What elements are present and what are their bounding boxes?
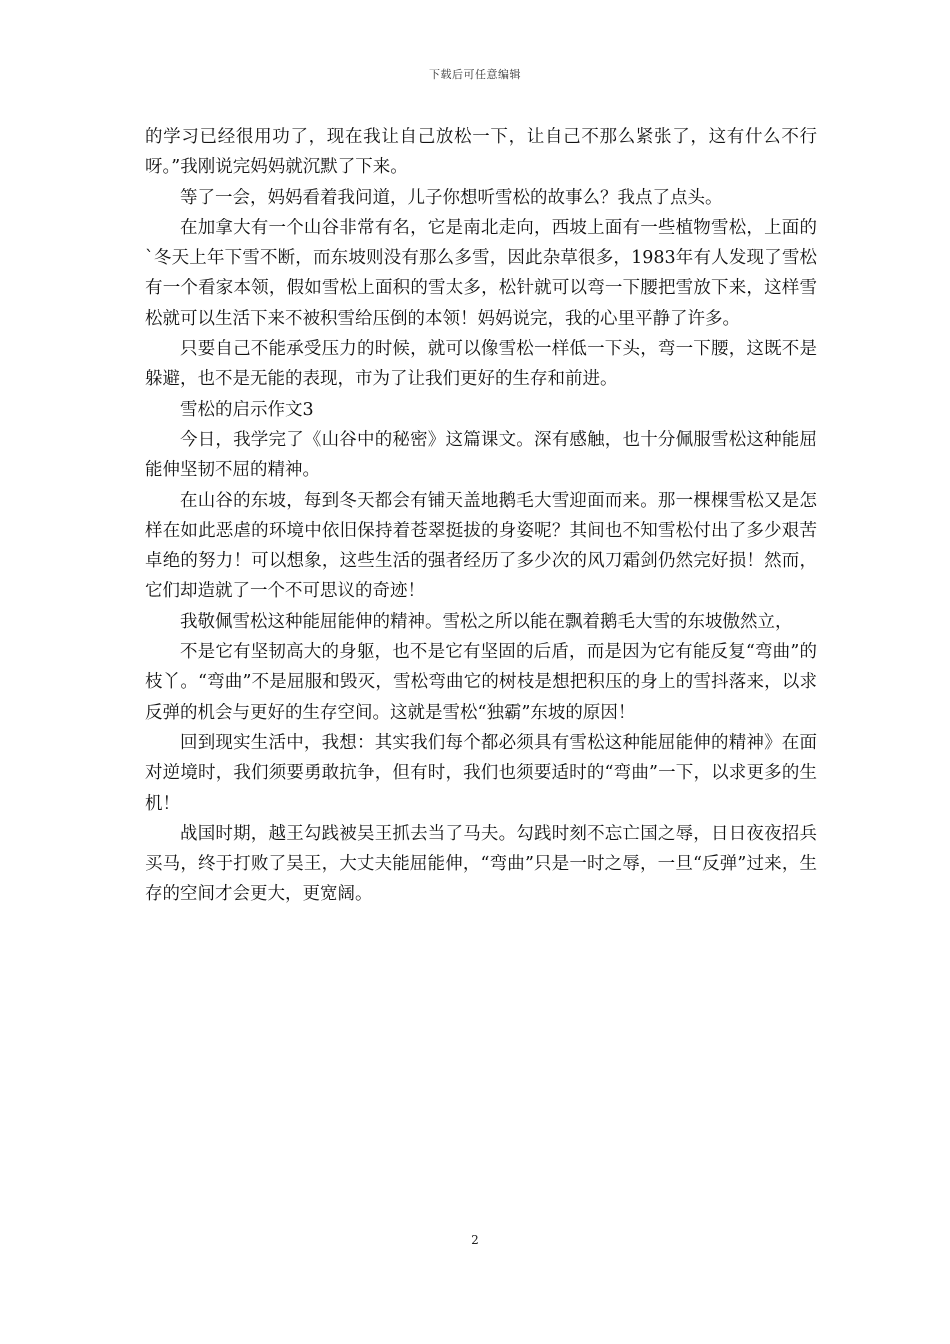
page-number: 2 xyxy=(471,1233,479,1247)
document-body xyxy=(145,122,817,910)
paragraph: 战国时期，越王勾践被吴王抓去当了马夫。勾践时刻不忘亡国之辱，日日夜夜招兵买马，终于打败了吴王，大丈夫能屈能伸，“弯曲”只是一时之辱，一旦“反弹”过来，生存的空间才会更大，更宽阔。 xyxy=(145,823,817,905)
section-title: 雪松的启示作文3 xyxy=(180,399,314,420)
paragraph: 今日，我学完了《山谷中的秘密》这篇课文。深有感触，也十分佩服雪松这种能屈能伸坚韧不屈的精神。 xyxy=(145,429,817,481)
paragraph: 我敬佩雪松这种能屈能伸的精神。雪松之所以能在飘着鹅毛大雪的东坡傲然立， xyxy=(180,611,793,632)
page-header: 下载后可任意编辑 xyxy=(429,68,521,81)
paragraph: 回到现实生活中，我想：其实我们每个都必须具有雪松这种能屈能伸的精神》在面对逆境时，我们须要勇敢抗争，但有时，我们也须要适时的“弯曲”一下，以求更多的生机！ xyxy=(145,732,817,814)
paragraph: 在山谷的东坡，每到冬天都会有铺天盖地鹅毛大雪迎面而来。那一棵棵雪松又是怎样在如此恶虐的环境中依旧保持着苍翠挺拔的身姿呢？其间也不知雪松付出了多少艰苦卓绝的努力！可以想象，这些生活的强者经历了多少次的风刀霜剑仍然完好损！然而，它们却造就了一个不可思议的奇迹！ xyxy=(145,490,817,602)
paragraph: 只要自己不能承受压力的时候，就可以像雪松一样低一下头，弯一下腰，这既不是躲避，也不是无能的表现，市为了让我们更好的生存和前进。 xyxy=(145,339,817,390)
paragraph-continuation: 的学习已经很用功了，现在我让自己放松一下，让自己不那么紧张了，这有什么不行呀。”我刚说完妈妈就沉默了下来。 xyxy=(145,127,817,178)
paragraph: 不是它有坚韧高大的身躯，也不是它有坚固的后盾，而是因为它有能反复“弯曲”的枝丫。“弯曲”不是屈服和毁灭，雪松弯曲它的树枝是想把积压的身上的雪抖落来，以求反弹的机会与更好的生存空间。这就是雪松“独霸”东坡的原因！ xyxy=(145,642,817,723)
paragraph: 在加拿大有一个山谷非常有名，它是南北走向，西坡上面有一些植物雪松，上面的`冬天上年下雪不断，而东坡则没有那么多雪，因此杂草很多，1983年有人发现了雪松有一个看家本领，假如雪松上面积的雪太多，松针就可以弯一下腰把雪放下来，这样雪松就可以生活下来不被积雪给压倒的本领！妈妈说完，我的心里平静了许多。 xyxy=(145,217,817,329)
paragraph: 等了一会，妈妈看着我问道，儿子你想听雪松的故事么？我点了点头。 xyxy=(180,187,723,208)
